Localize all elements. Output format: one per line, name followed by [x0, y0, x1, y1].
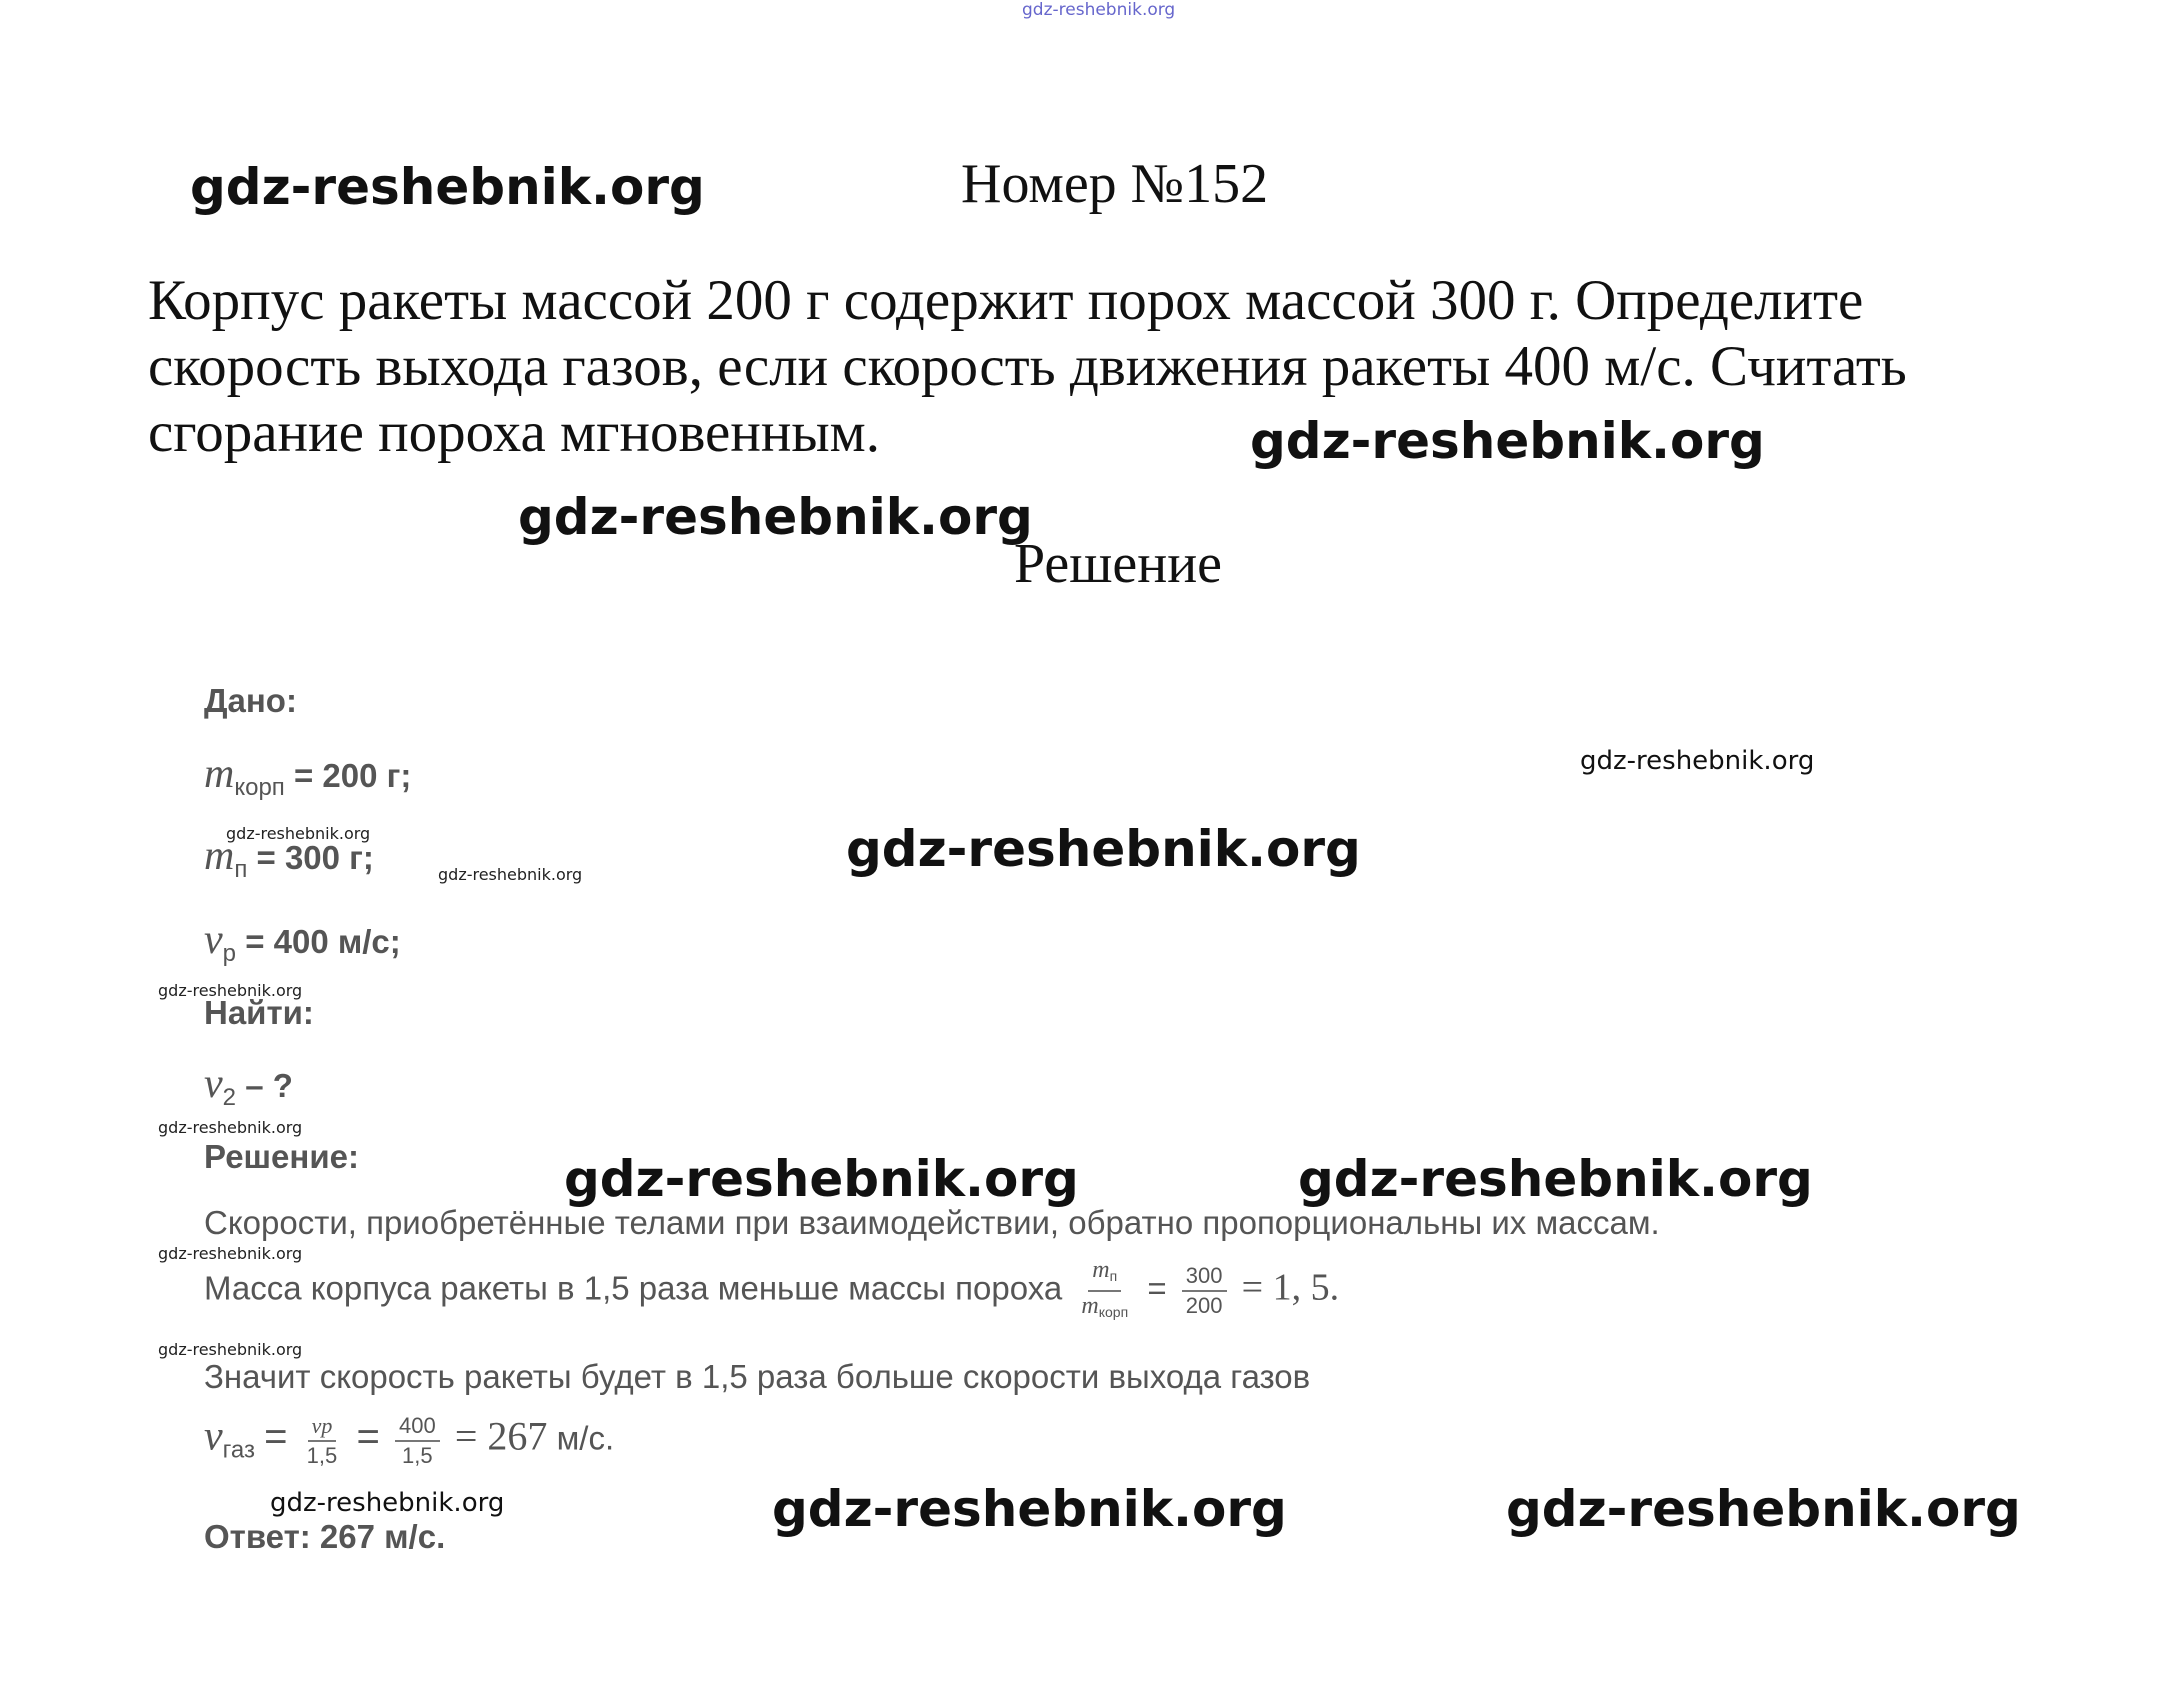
formula-fraction-2: $\frac{400}{1,5}$: [395, 1412, 440, 1470]
watermark: gdz-reshebnik.org: [1580, 746, 1815, 776]
answer: Ответ: 267 м/с.: [204, 1518, 446, 1555]
watermark-top: gdz-reshebnik.org: [1022, 0, 1176, 20]
watermark: gdz-reshebnik.org: [158, 1244, 303, 1263]
given-v-p: $v_р = 400$ м/с;: [204, 917, 401, 967]
find-v2: $v_2$ – ?: [204, 1061, 293, 1111]
watermark: gdz-reshebnik.org: [1298, 1150, 1813, 1208]
solution-line-3: Значит скорость ракеты будет в 1,5 раза больше скорости выхода газов: [204, 1358, 1311, 1395]
ratio-fraction-1: $\frac{m_п}{m_{корп}}$: [1081, 1257, 1129, 1320]
watermark: gdz-reshebnik.org: [270, 1488, 505, 1518]
solution-label: Решение:: [204, 1138, 359, 1175]
solution-formula: $v_{газ}$ = $\frac{vр}{1,5}$ = $\frac{400}{1,5}$ = 267 м/с.: [204, 1413, 615, 1468]
solution-heading: Решение: [1014, 533, 1223, 595]
watermark: gdz-reshebnik.org: [158, 1118, 303, 1137]
task-text: Корпус ракеты массой 200 г содержит порох массой 300 г. Определите скорость выхода газов, если скорость движения ракеты 400 м/с. Считать сгорание пороха мгновенным.: [148, 269, 1907, 464]
given-m-korp: $m_{корп} = 200$ г;: [204, 751, 412, 801]
page-title: Номер №152: [961, 153, 1269, 215]
watermark: gdz-reshebnik.org: [518, 488, 1033, 546]
watermark: gdz-reshebnik.org: [1250, 412, 1765, 470]
watermark: gdz-reshebnik.org: [158, 981, 303, 1000]
watermark: gdz-reshebnik.org: [226, 824, 371, 843]
watermark: gdz-reshebnik.org: [846, 820, 1361, 878]
find-label: Найти:: [204, 994, 314, 1031]
watermark: gdz-reshebnik.org: [1506, 1480, 2021, 1538]
watermark: gdz-reshebnik.org: [772, 1480, 1287, 1538]
watermark: gdz-reshebnik.org: [438, 865, 583, 884]
formula-fraction-1: $\frac{vр}{1,5}$: [306, 1413, 338, 1468]
solution-line-1: Скорости, приобретённые телами при взаимодействии, обратно пропорциональны их массам.: [204, 1204, 1660, 1241]
watermark: gdz-reshebnik.org: [190, 158, 705, 216]
given-m-p: $m_п = 300$ г;: [204, 833, 374, 883]
watermark: gdz-reshebnik.org: [158, 1340, 303, 1359]
solution-line-2: Масса корпуса ракеты в 1,5 раза меньше массы пороха $\frac{m_п}{m_{корп}}$ = $\frac{300}{200}$ = 1, 5.: [204, 1256, 1339, 1326]
given-label: Дано:: [204, 682, 297, 719]
watermark: gdz-reshebnik.org: [564, 1150, 1079, 1208]
ratio-fraction-2: $\frac{300}{200}$: [1182, 1262, 1227, 1320]
